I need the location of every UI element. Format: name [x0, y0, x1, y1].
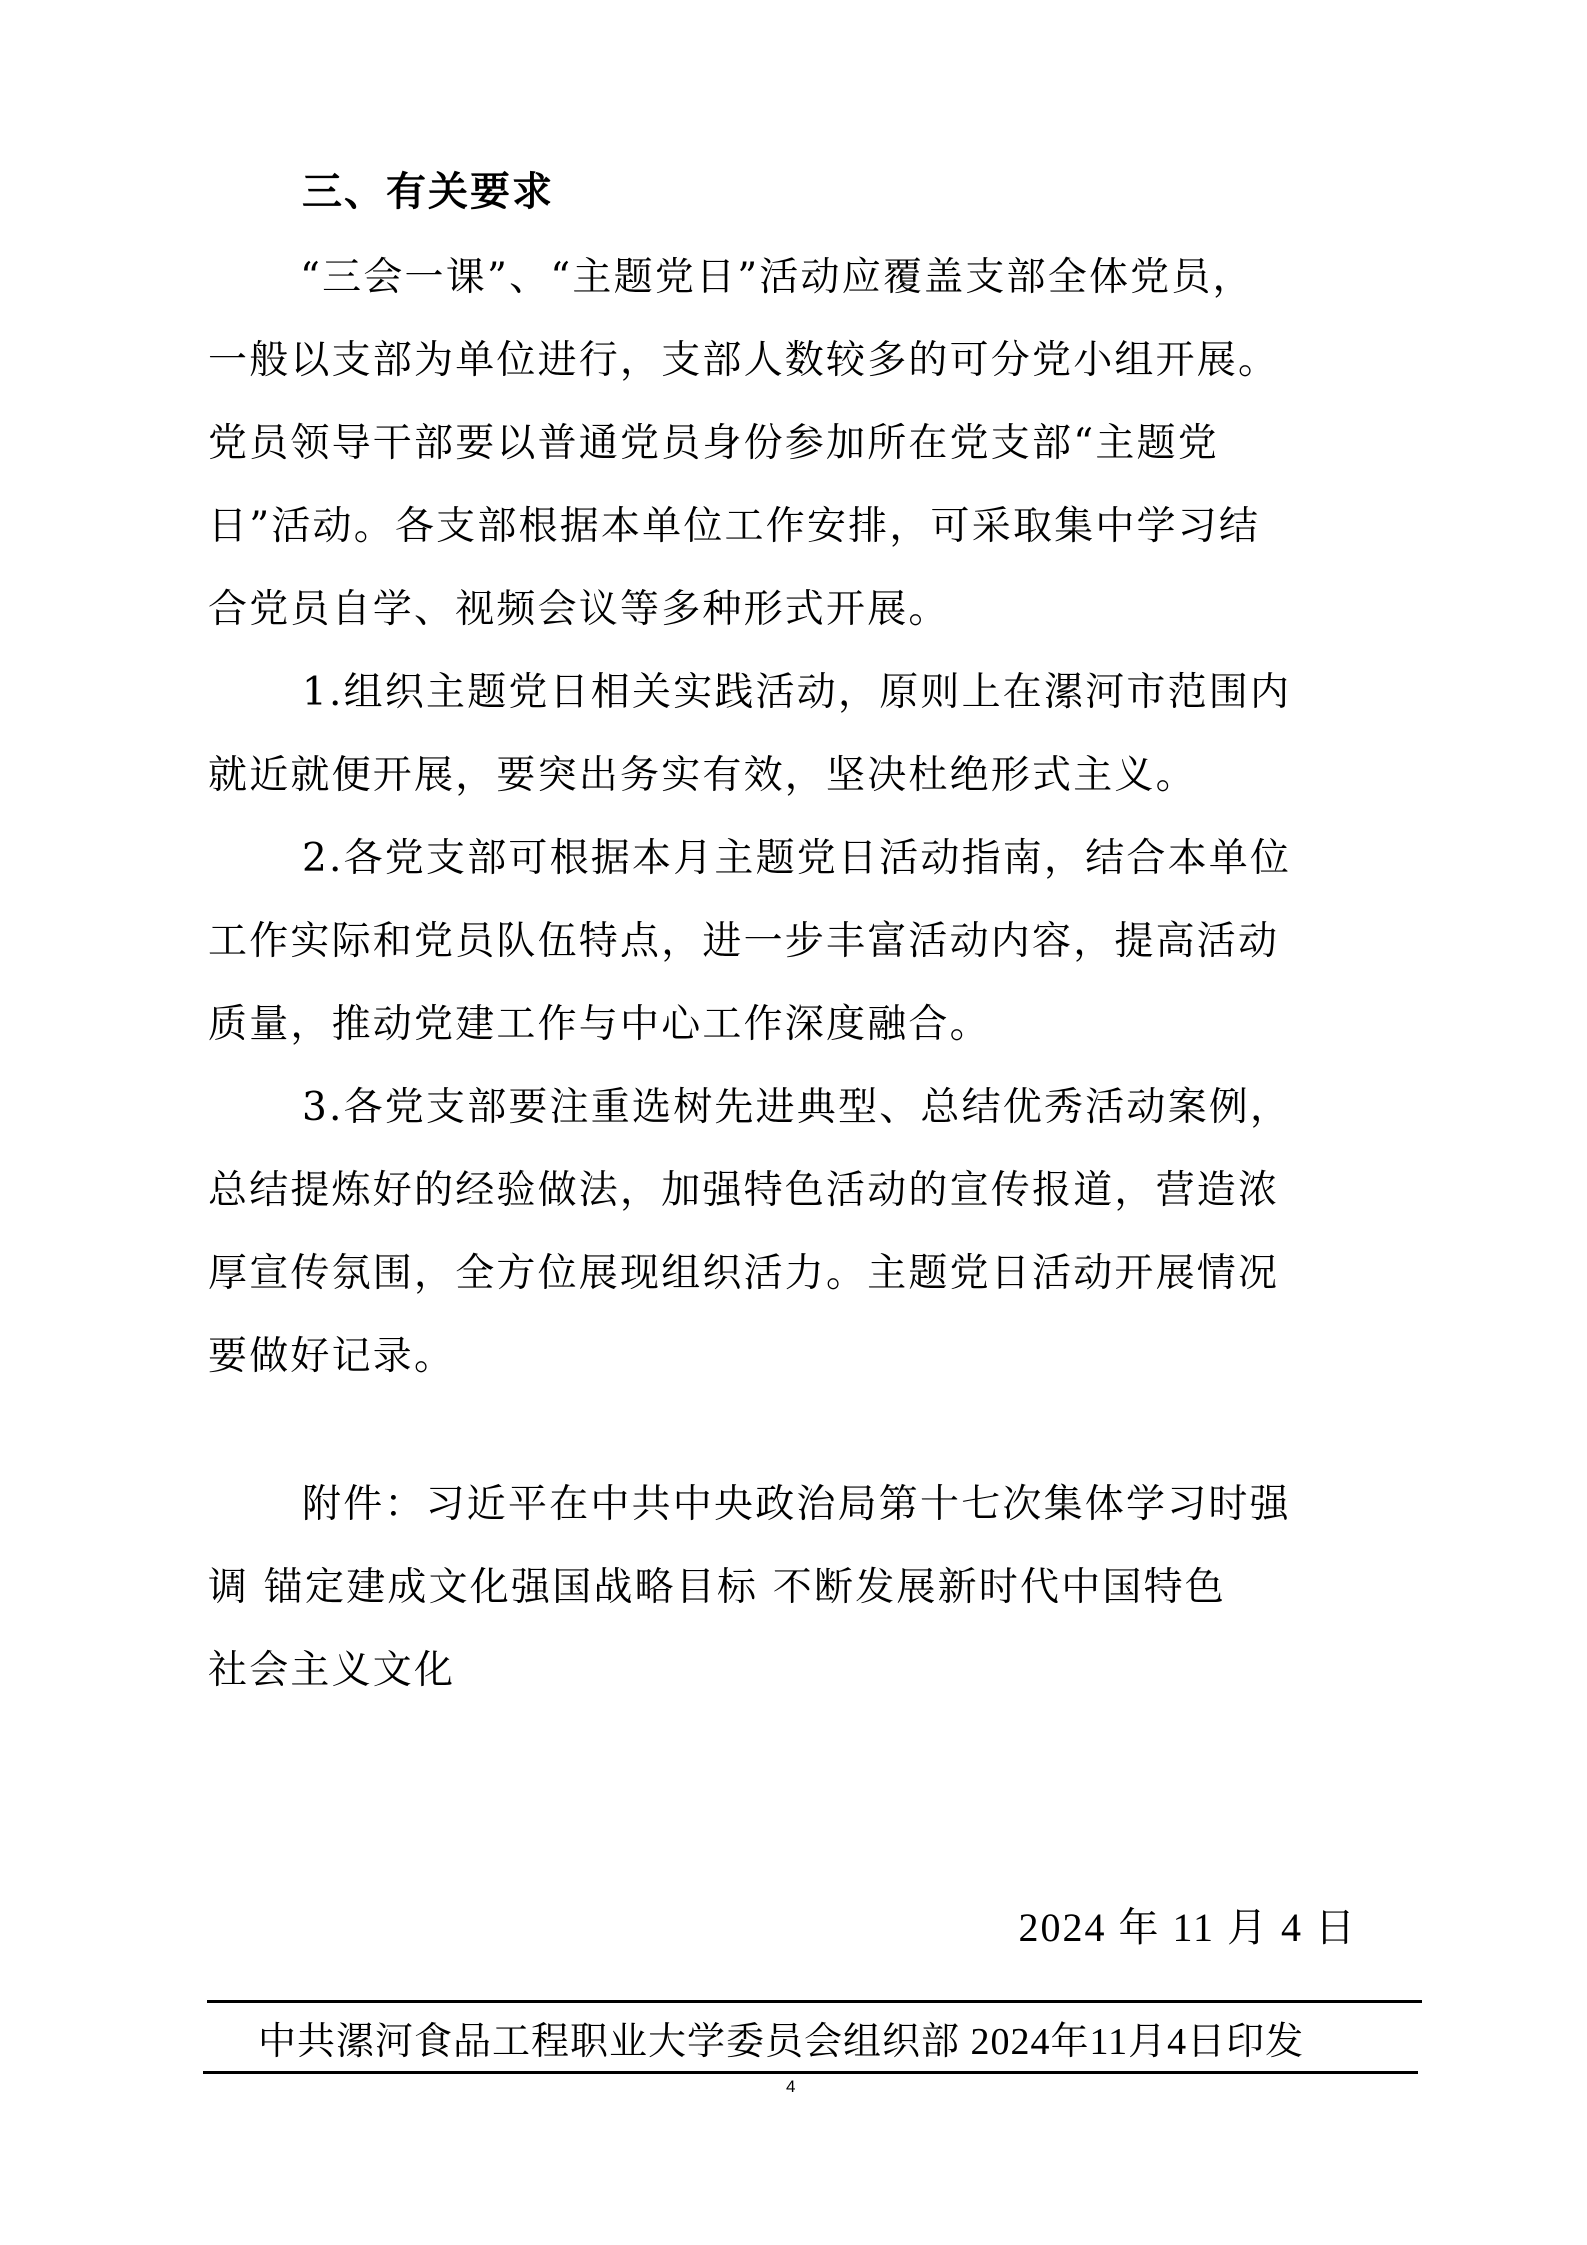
attachment-line: 社会主义文化	[208, 1648, 456, 1693]
list-item-line: 要做好记录。	[208, 1334, 456, 1379]
list-item-line: 厚宣传氛围，全方位展现组织活力。主题党日活动开展情况	[208, 1251, 1280, 1296]
paragraph-line: 合党员自学、视频会议等多种形式开展。	[208, 587, 950, 632]
list-item-line: 2.各党支部可根据本月主题党日活动指南，结合本单位	[302, 836, 1292, 881]
footer-issuer: 中共漯河食品工程职业大学委员会组织部 2024年11月4日印发	[258, 2021, 1305, 2063]
list-item-line: 质量，推动党建工作与中心工作深度融合。	[208, 1002, 991, 1047]
attachment-line: 调 锚定建成文化强国战略目标 不断发展新时代中国特色	[208, 1565, 1226, 1610]
paragraph-line: 党员领导干部要以普通党员身份参加所在党支部“主题党	[208, 421, 1219, 466]
attachment-line: 附件：习近平在中共中央政治局第十七次集体学习时强	[302, 1482, 1291, 1527]
section-heading: 三、有关要求	[302, 169, 554, 215]
list-item-line: 总结提炼好的经验做法，加强特色活动的宣传报道，营造浓	[208, 1168, 1280, 1213]
paragraph-line: “三会一课”、“主题党日”活动应覆盖支部全体党员，	[300, 255, 1254, 300]
footer-top-rule	[207, 2000, 1422, 2003]
list-item-line: 就近就便开展，要突出务实有效，坚决杜绝形式主义。	[208, 753, 1197, 798]
list-item-line: 3.各党支部要注重选树先进典型、总结优秀活动案例，	[302, 1085, 1292, 1130]
signature-date: 2024 年 11 月 4 日	[1018, 1905, 1357, 1950]
footer-bottom-rule	[203, 2071, 1418, 2074]
paragraph-line: 日”活动。各支部根据本单位工作安排，可采取集中学习结	[208, 504, 1261, 549]
list-item-line: 工作实际和党员队伍特点，进一步丰富活动内容，提高活动	[208, 919, 1280, 964]
list-item-line: 1.组织主题党日相关实践活动，原则上在漯河市范围内	[302, 670, 1292, 715]
page-number: 4	[786, 2077, 796, 2096]
paragraph-line: 一般以支部为单位进行，支部人数较多的可分党小组开展。	[208, 338, 1280, 383]
